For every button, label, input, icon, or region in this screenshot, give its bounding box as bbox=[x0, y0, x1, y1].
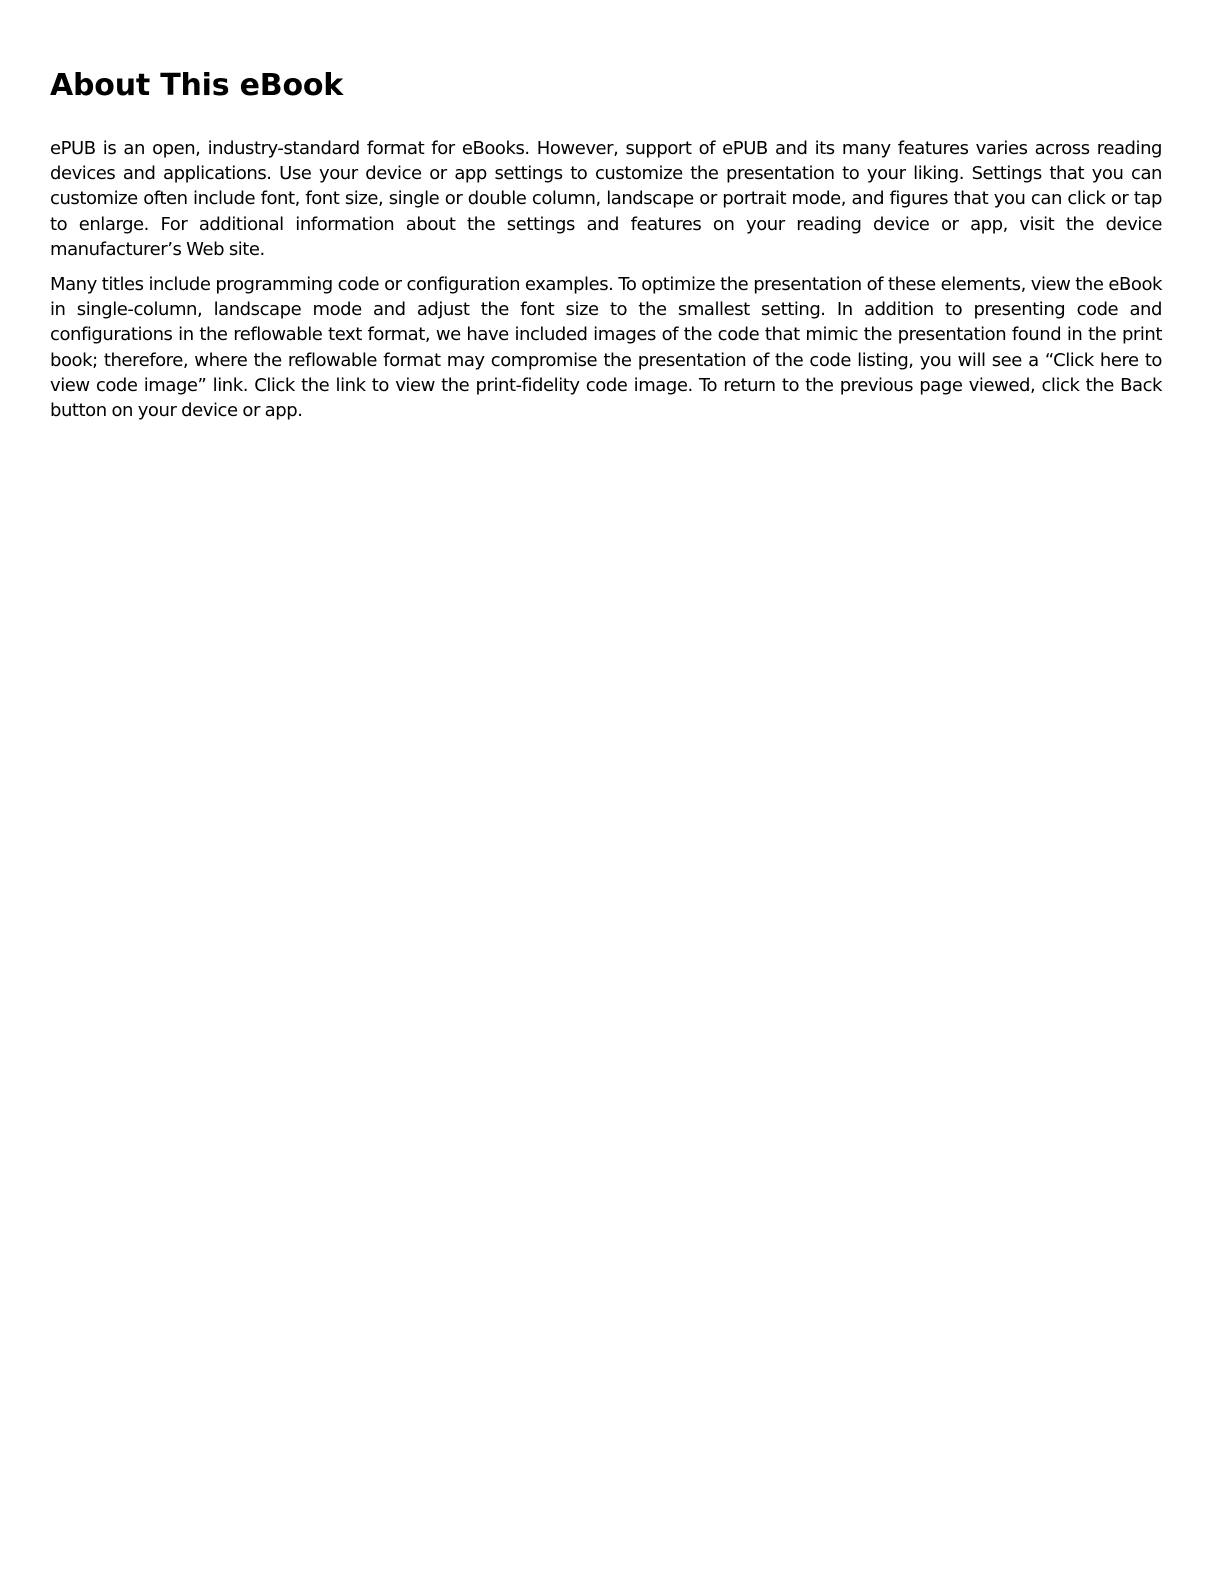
paragraph-epub-intro: ePUB is an open, industry-standard format for eBooks. However, support of ePUB and its many features varies across reading devices and applications. Use your device or app settings to customize the presentation to your liking. Settings that you can customize often include font, font size, single or double column, landscape or portrait mode, and figures that you can click or tap to enlarge. For additional information about the settings and features on your reading device or app, visit the device manufacturer’s Web site. bbox=[50, 138, 1162, 260]
paragraph-code-examples: Many titles include programming code or configuration examples. To optimize the presentation of these elements, view the eBook in single-column, landscape mode and adjust the font size to the smallest setting. In addition to presenting code and configurations in the reflowable text format, we have included images of the code that mimic the presentation found in the print book; therefore, where the reflowable format may compromise the presentation of the code listing, you will see a “Click here to view code image” link. Click the link to view the print-fidelity code image. To return to the previous page viewed, click the Back button on your device or app. bbox=[50, 274, 1162, 422]
page-title: About This eBook bbox=[50, 68, 344, 103]
document-page bbox=[50, 62, 1162, 433]
